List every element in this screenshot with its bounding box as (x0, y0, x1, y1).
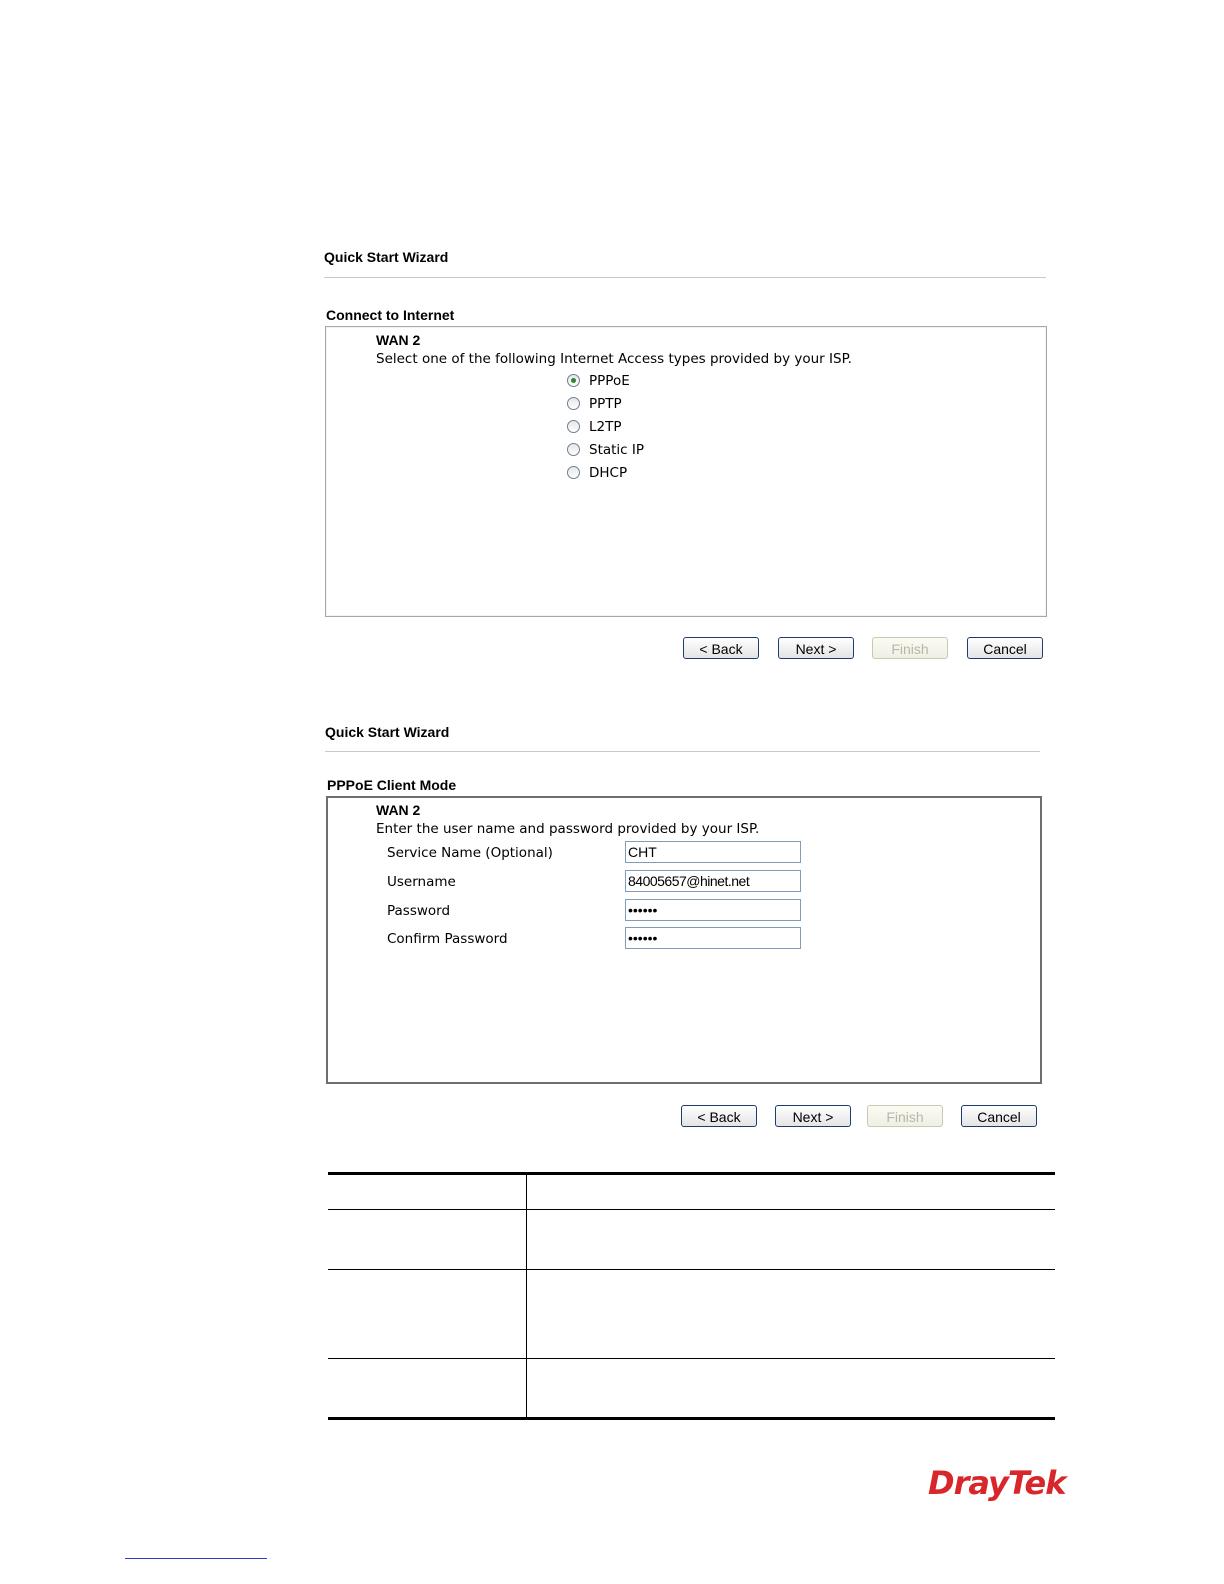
service-name-input[interactable]: CHT (625, 841, 801, 863)
password-input[interactable]: •••••• (625, 899, 801, 921)
draytek-logo: DrayTek (928, 1464, 1066, 1502)
confirm-password-input[interactable]: •••••• (625, 927, 801, 949)
wizard1-divider (324, 277, 1046, 278)
radio-label: L2TP (589, 419, 622, 435)
next-button[interactable]: Next > (775, 1105, 851, 1127)
wizard2-title: Quick Start Wizard (325, 724, 450, 740)
next-button[interactable]: Next > (778, 637, 854, 659)
radio-button[interactable] (567, 443, 580, 456)
wizard2-section-title: PPPoE Client Mode (327, 777, 457, 793)
wizard1-panel (325, 326, 1047, 617)
back-button[interactable]: < Back (683, 637, 759, 659)
table-bottom-rule (328, 1417, 1055, 1420)
wizard1-instruction: Select one of the following Internet Access types provided by your ISP. (376, 351, 852, 367)
cancel-button[interactable]: Cancel (961, 1105, 1037, 1127)
password-label: Password (387, 903, 451, 919)
service-name-label: Service Name (Optional) (387, 845, 553, 861)
table-row-divider (328, 1209, 1055, 1210)
radio-button[interactable] (567, 374, 580, 387)
footer-link-underline (125, 1558, 267, 1559)
table-top-rule (328, 1172, 1055, 1175)
radio-label: Static IP (589, 442, 645, 458)
back-button[interactable]: < Back (681, 1105, 757, 1127)
radio-button[interactable] (567, 420, 580, 433)
wizard1-section-title: Connect to Internet (326, 307, 455, 323)
wizard1-title: Quick Start Wizard (324, 249, 449, 265)
wizard2-wan-label: WAN 2 (376, 802, 421, 818)
table-row-divider (328, 1358, 1055, 1359)
wizard2-divider (325, 751, 1040, 752)
username-label: Username (387, 874, 456, 890)
radio-label: DHCP (589, 465, 628, 481)
confirm-password-label: Confirm Password (387, 931, 508, 947)
wizard2-instruction: Enter the user name and password provided by your ISP. (376, 821, 760, 837)
wizard1-wan-label: WAN 2 (376, 332, 421, 348)
radio-button[interactable] (567, 397, 580, 410)
table-row-divider (328, 1269, 1055, 1270)
cancel-button[interactable]: Cancel (967, 637, 1043, 659)
radio-label: PPPoE (589, 373, 630, 389)
radio-label: PPTP (589, 396, 622, 412)
username-input[interactable]: 84005657@hinet.net (625, 870, 801, 892)
finish-button: Finish (872, 637, 948, 659)
table-column-divider (526, 1175, 527, 1417)
radio-button[interactable] (567, 466, 580, 479)
finish-button: Finish (867, 1105, 943, 1127)
